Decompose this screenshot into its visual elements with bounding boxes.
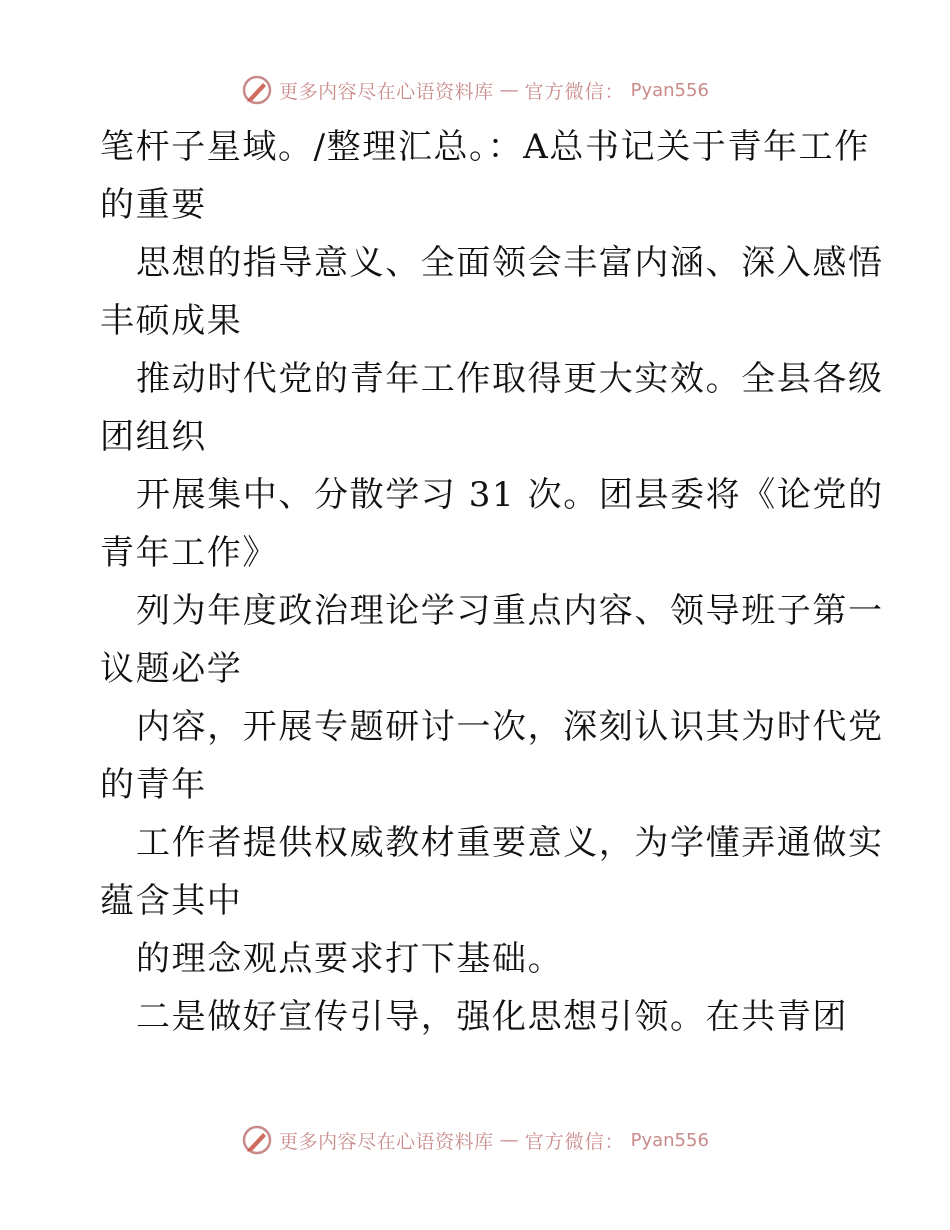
watermark-site-text: 更多内容尽在心语资料库 — [279, 1130, 494, 1153]
pen-logo-icon — [241, 74, 273, 106]
text-line: 开展集中、分散学习 31 次。团县委将《论党的 — [136, 475, 884, 515]
watermark-separator: — — [499, 79, 519, 101]
footer-watermark — [0, 1120, 950, 1160]
text-line: 思想的指导意义、全面领会丰富内涵、深入感悟 — [136, 243, 884, 283]
header-watermark — [0, 70, 950, 110]
text-line: 蕴含其中 — [100, 881, 243, 921]
text-line: 的理念观点要求打下基础。 — [136, 939, 564, 979]
text-line: 列为年度政治理论学习重点内容、领导班子第一 — [136, 591, 884, 631]
text-line: 青年工作》 — [100, 533, 278, 573]
text-line: 丰硕成果 — [100, 301, 243, 341]
watermark-site-text: 更多内容尽在心语资料库 — [279, 80, 494, 103]
text-line: 团组织 — [100, 417, 207, 457]
text-line: 笔杆子星域。/整理汇总。：A总书记关于青年工作 — [100, 127, 870, 167]
watermark-separator: — — [499, 1129, 519, 1151]
text-line: 的青年 — [100, 765, 207, 805]
watermark-wechat-label: 官方微信： — [524, 1130, 625, 1153]
document-body — [100, 118, 884, 1046]
pen-logo-icon — [241, 1124, 273, 1156]
watermark-wechat-label: 官方微信： — [524, 80, 625, 103]
text-line: 工作者提供权威教材重要意义，为学懂弄通做实 — [136, 823, 884, 863]
text-line: 议题必学 — [100, 649, 243, 689]
text-line: 推动时代党的青年工作取得更大实效。全县各级 — [136, 359, 884, 399]
text-line: 的重要 — [100, 185, 207, 225]
watermark-wechat-id: Pyan556 — [630, 1129, 709, 1151]
watermark-wechat-id: Pyan556 — [630, 79, 709, 101]
text-line: 二是做好宣传引导，强化思想引领。在共青团 — [136, 997, 848, 1037]
text-line: 内容，开展专题研讨一次，深刻认识其为时代党 — [136, 707, 884, 747]
